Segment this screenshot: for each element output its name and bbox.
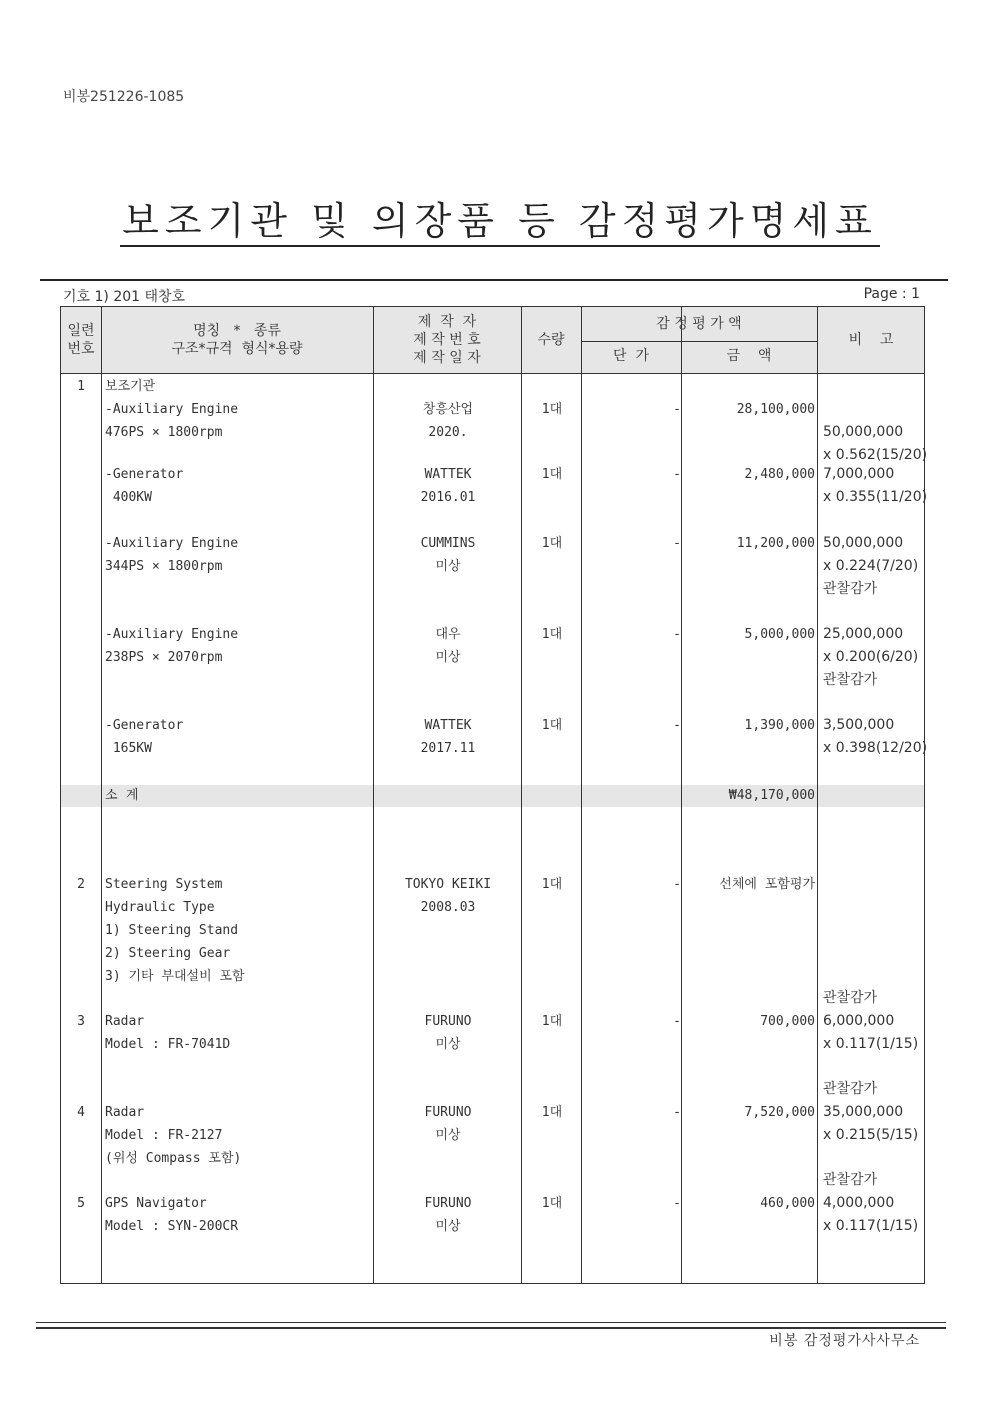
header-note: 비 고 <box>848 332 894 348</box>
maker-line: 미상 <box>435 1219 461 1234</box>
maker-line: WATTEK <box>424 467 472 482</box>
maker-line: 2017.11 <box>420 741 476 756</box>
quantity: 1대 <box>541 718 563 733</box>
row-number: 5 <box>77 1196 85 1211</box>
quantity: 1대 <box>541 1105 563 1120</box>
maker-line: 창흥산업 <box>422 402 474 417</box>
maker-line: 2008.03 <box>420 900 476 915</box>
header-maker-line2: 제 작 번 호 <box>413 332 481 348</box>
item-name-line: -Auxiliary Engine <box>105 627 239 642</box>
header-name <box>101 322 373 358</box>
quantity: 1대 <box>541 467 563 482</box>
amount: 460,000 <box>760 1196 815 1211</box>
title-text: 보조기관 및 의장품 등 감정평가명세표 <box>120 199 880 247</box>
unit-price: - <box>673 1014 681 1029</box>
quantity: 1대 <box>541 1196 563 1211</box>
quantity: 1대 <box>541 1014 563 1029</box>
amount: 5,000,000 <box>744 627 815 642</box>
header-name-line1: 명칭 * 종류 <box>193 323 281 339</box>
remark-line: 50,000,000 <box>823 535 904 551</box>
maker-line: FURUNO <box>424 1196 472 1211</box>
quantity: 1대 <box>541 877 563 892</box>
footer-rule <box>36 1322 946 1323</box>
remark-line: x 0.215(5/15) <box>823 1127 919 1143</box>
remark-line: 관찰감가 <box>823 1081 878 1097</box>
header-name-line2: 구조*규격 형식*용량 <box>171 341 303 357</box>
subtotal-amount: ₩48,170,000 <box>728 788 815 803</box>
item-name-line: Model : FR-7041D <box>105 1037 231 1052</box>
quantity: 1대 <box>541 627 563 642</box>
unit-price: - <box>673 467 681 482</box>
remark-line: 3,500,000 <box>823 717 895 733</box>
unit-price: - <box>673 536 681 551</box>
item-name-line: 476PS × 1800rpm <box>105 425 223 440</box>
item-name-line: -Auxiliary Engine <box>105 536 239 551</box>
item-name-line: (위성 Compass 포함) <box>105 1151 242 1166</box>
remark-line: 4,000,000 <box>823 1195 895 1211</box>
col-divider <box>581 307 582 1283</box>
header-maker-line1: 제 작 자 <box>417 314 477 330</box>
header-split <box>581 341 817 342</box>
col-divider <box>521 307 522 1283</box>
page-number: Page : 1 <box>863 286 920 302</box>
page-title <box>0 190 1000 245</box>
amount: 11,200,000 <box>736 536 815 551</box>
item-name-line: -Generator <box>105 718 184 733</box>
footer-rule-double <box>36 1327 946 1329</box>
item-name-line: 1) Steering Stand <box>105 923 239 938</box>
row-number: 2 <box>77 877 85 892</box>
col-divider <box>817 307 818 1283</box>
header-no-line1: 일련 <box>67 323 95 339</box>
maker-line: FURUNO <box>424 1014 472 1029</box>
header-no <box>61 322 101 358</box>
header-amount: 금 액 <box>726 348 772 364</box>
quantity: 1대 <box>541 536 563 551</box>
maker-line: WATTEK <box>424 718 472 733</box>
amount: 28,100,000 <box>736 402 815 417</box>
remark-line: x 0.200(6/20) <box>823 649 919 665</box>
header-qty: 수량 <box>537 332 565 348</box>
col-divider <box>373 307 374 1283</box>
header-valuation: 감 정 평 가 액 <box>656 316 742 332</box>
maker-line: 미상 <box>435 1128 461 1143</box>
vessel-label: 기호 1) 201 태창호 <box>63 289 186 305</box>
maker-line: CUMMINS <box>420 536 476 551</box>
maker-line: TOKYO KEIKI <box>404 877 492 892</box>
header-maker-line3: 제 작 일 자 <box>413 350 481 366</box>
item-name-line: Model : SYN-200CR <box>105 1219 239 1234</box>
item-name-line: Model : FR-2127 <box>105 1128 223 1143</box>
col-divider <box>681 307 682 1283</box>
item-name-line: 2) Steering Gear <box>105 946 231 961</box>
remark-line: x 0.117(1/15) <box>823 1036 919 1052</box>
item-name-line: -Auxiliary Engine <box>105 402 239 417</box>
item-name-line: -Generator <box>105 467 184 482</box>
top-rule <box>40 279 948 281</box>
amount: 선체에 포함평가 <box>719 877 815 892</box>
amount: 7,520,000 <box>744 1105 815 1120</box>
unit-price: - <box>673 877 681 892</box>
office-name: 비봉 감정평가사사무소 <box>769 1333 920 1349</box>
item-name-line: 344PS × 1800rpm <box>105 559 223 574</box>
col-divider <box>101 307 102 1283</box>
row-number: 4 <box>77 1105 85 1120</box>
amount: 2,480,000 <box>744 467 815 482</box>
item-name-line: Radar <box>105 1014 145 1029</box>
unit-price: - <box>673 627 681 642</box>
header-no-line2: 번호 <box>67 341 95 357</box>
unit-price: - <box>673 402 681 417</box>
remark-line: x 0.562(15/20) <box>823 447 928 463</box>
remark-line: x 0.355(11/20) <box>823 489 928 505</box>
maker-line: FURUNO <box>424 1105 472 1120</box>
amount: 700,000 <box>760 1014 815 1029</box>
maker-line: 미상 <box>435 1037 461 1052</box>
maker-line: 2020. <box>428 425 468 440</box>
item-name-line: 165KW <box>105 741 152 756</box>
quantity: 1대 <box>541 402 563 417</box>
row-number: 3 <box>77 1014 85 1029</box>
remark-line: 7,000,000 <box>823 466 895 482</box>
maker-line: 2016.01 <box>420 490 476 505</box>
maker-line: 대우 <box>435 627 461 642</box>
remark-line: 35,000,000 <box>823 1104 904 1120</box>
item-name-line: 400KW <box>105 490 152 505</box>
row-number: 1 <box>77 379 85 394</box>
valuation-table <box>60 306 928 1284</box>
remark-line: x 0.398(12/20) <box>823 740 928 756</box>
remark-line: 관찰감가 <box>823 1172 878 1188</box>
remark-line: x 0.117(1/15) <box>823 1218 919 1234</box>
remark-line: x 0.224(7/20) <box>823 558 919 574</box>
remark-line: 관찰감가 <box>823 581 878 597</box>
document-id: 비봉251226-1085 <box>63 89 185 105</box>
item-name-line: 보조기관 <box>105 379 156 394</box>
remark-line: 50,000,000 <box>823 424 904 440</box>
item-name-line: GPS Navigator <box>105 1196 207 1211</box>
remark-line: 관찰감가 <box>823 990 878 1006</box>
unit-price: - <box>673 1196 681 1211</box>
remark-line: 6,000,000 <box>823 1013 895 1029</box>
item-name-line: Radar <box>105 1105 145 1120</box>
amount: 1,390,000 <box>744 718 815 733</box>
maker-line: 미상 <box>435 650 461 665</box>
item-name-line: 3) 기타 부대설비 포함 <box>105 969 245 984</box>
subtotal-label: 소 계 <box>105 788 139 803</box>
item-name-line: 238PS × 2070rpm <box>105 650 223 665</box>
item-name-line: Hydraulic Type <box>105 900 215 915</box>
remark-line: 25,000,000 <box>823 626 904 642</box>
header-unit-price: 단 가 <box>613 348 649 364</box>
maker-line: 미상 <box>435 559 461 574</box>
remark-line: 관찰감가 <box>823 672 878 688</box>
header-maker <box>373 313 521 367</box>
unit-price: - <box>673 1105 681 1120</box>
item-name-line: Steering System <box>105 877 223 892</box>
unit-price: - <box>673 718 681 733</box>
